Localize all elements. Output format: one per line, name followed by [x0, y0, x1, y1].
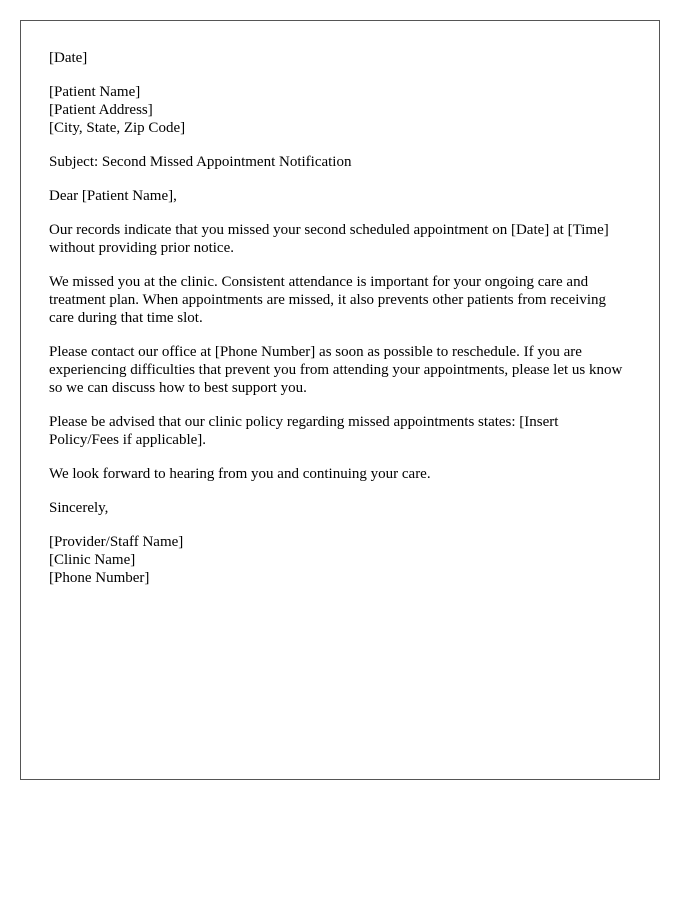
- paragraph-closing-remark: We look forward to hearing from you and continuing your care.: [49, 466, 431, 482]
- paragraph-attendance: We missed you at the clinic. Consistent attendance is important for your ongoing care and treatment plan. When appointments are missed, it also prevents other patients from receiving care during that time slot.: [49, 274, 607, 326]
- signature-phone: [Phone Number]: [49, 570, 150, 586]
- signature-name: [Provider/Staff Name]: [49, 534, 184, 550]
- recipient-address: [Patient Address]: [49, 102, 153, 118]
- salutation: Dear [Patient Name],: [49, 188, 177, 204]
- recipient-address-block: [49, 83, 631, 137]
- paragraph-policy: Please be advised that our clinic policy regarding missed appointments states: [Insert Policy/Fees if applicable].: [49, 414, 559, 448]
- paragraph-missed-notice: Our records indicate that you missed your second scheduled appointment on [Date] at [Time] without providing prior notice.: [49, 222, 609, 256]
- signature-clinic: [Clinic Name]: [49, 552, 136, 568]
- letter-date: [Date]: [49, 50, 88, 66]
- closing: Sincerely,: [49, 500, 109, 516]
- signature-block: [49, 533, 631, 587]
- recipient-city-state-zip: [City, State, Zip Code]: [49, 120, 186, 136]
- recipient-name: [Patient Name]: [49, 84, 141, 100]
- paragraph-contact: Please contact our office at [Phone Number] as soon as possible to reschedule. If you are experiencing difficulties that prevent you from attending your appointments, please let us know so we can discuss how to best support you.: [49, 344, 623, 396]
- letter-page: [20, 20, 660, 780]
- subject-line: Subject: Second Missed Appointment Notification: [49, 154, 352, 170]
- letter-date-block: [49, 49, 631, 67]
